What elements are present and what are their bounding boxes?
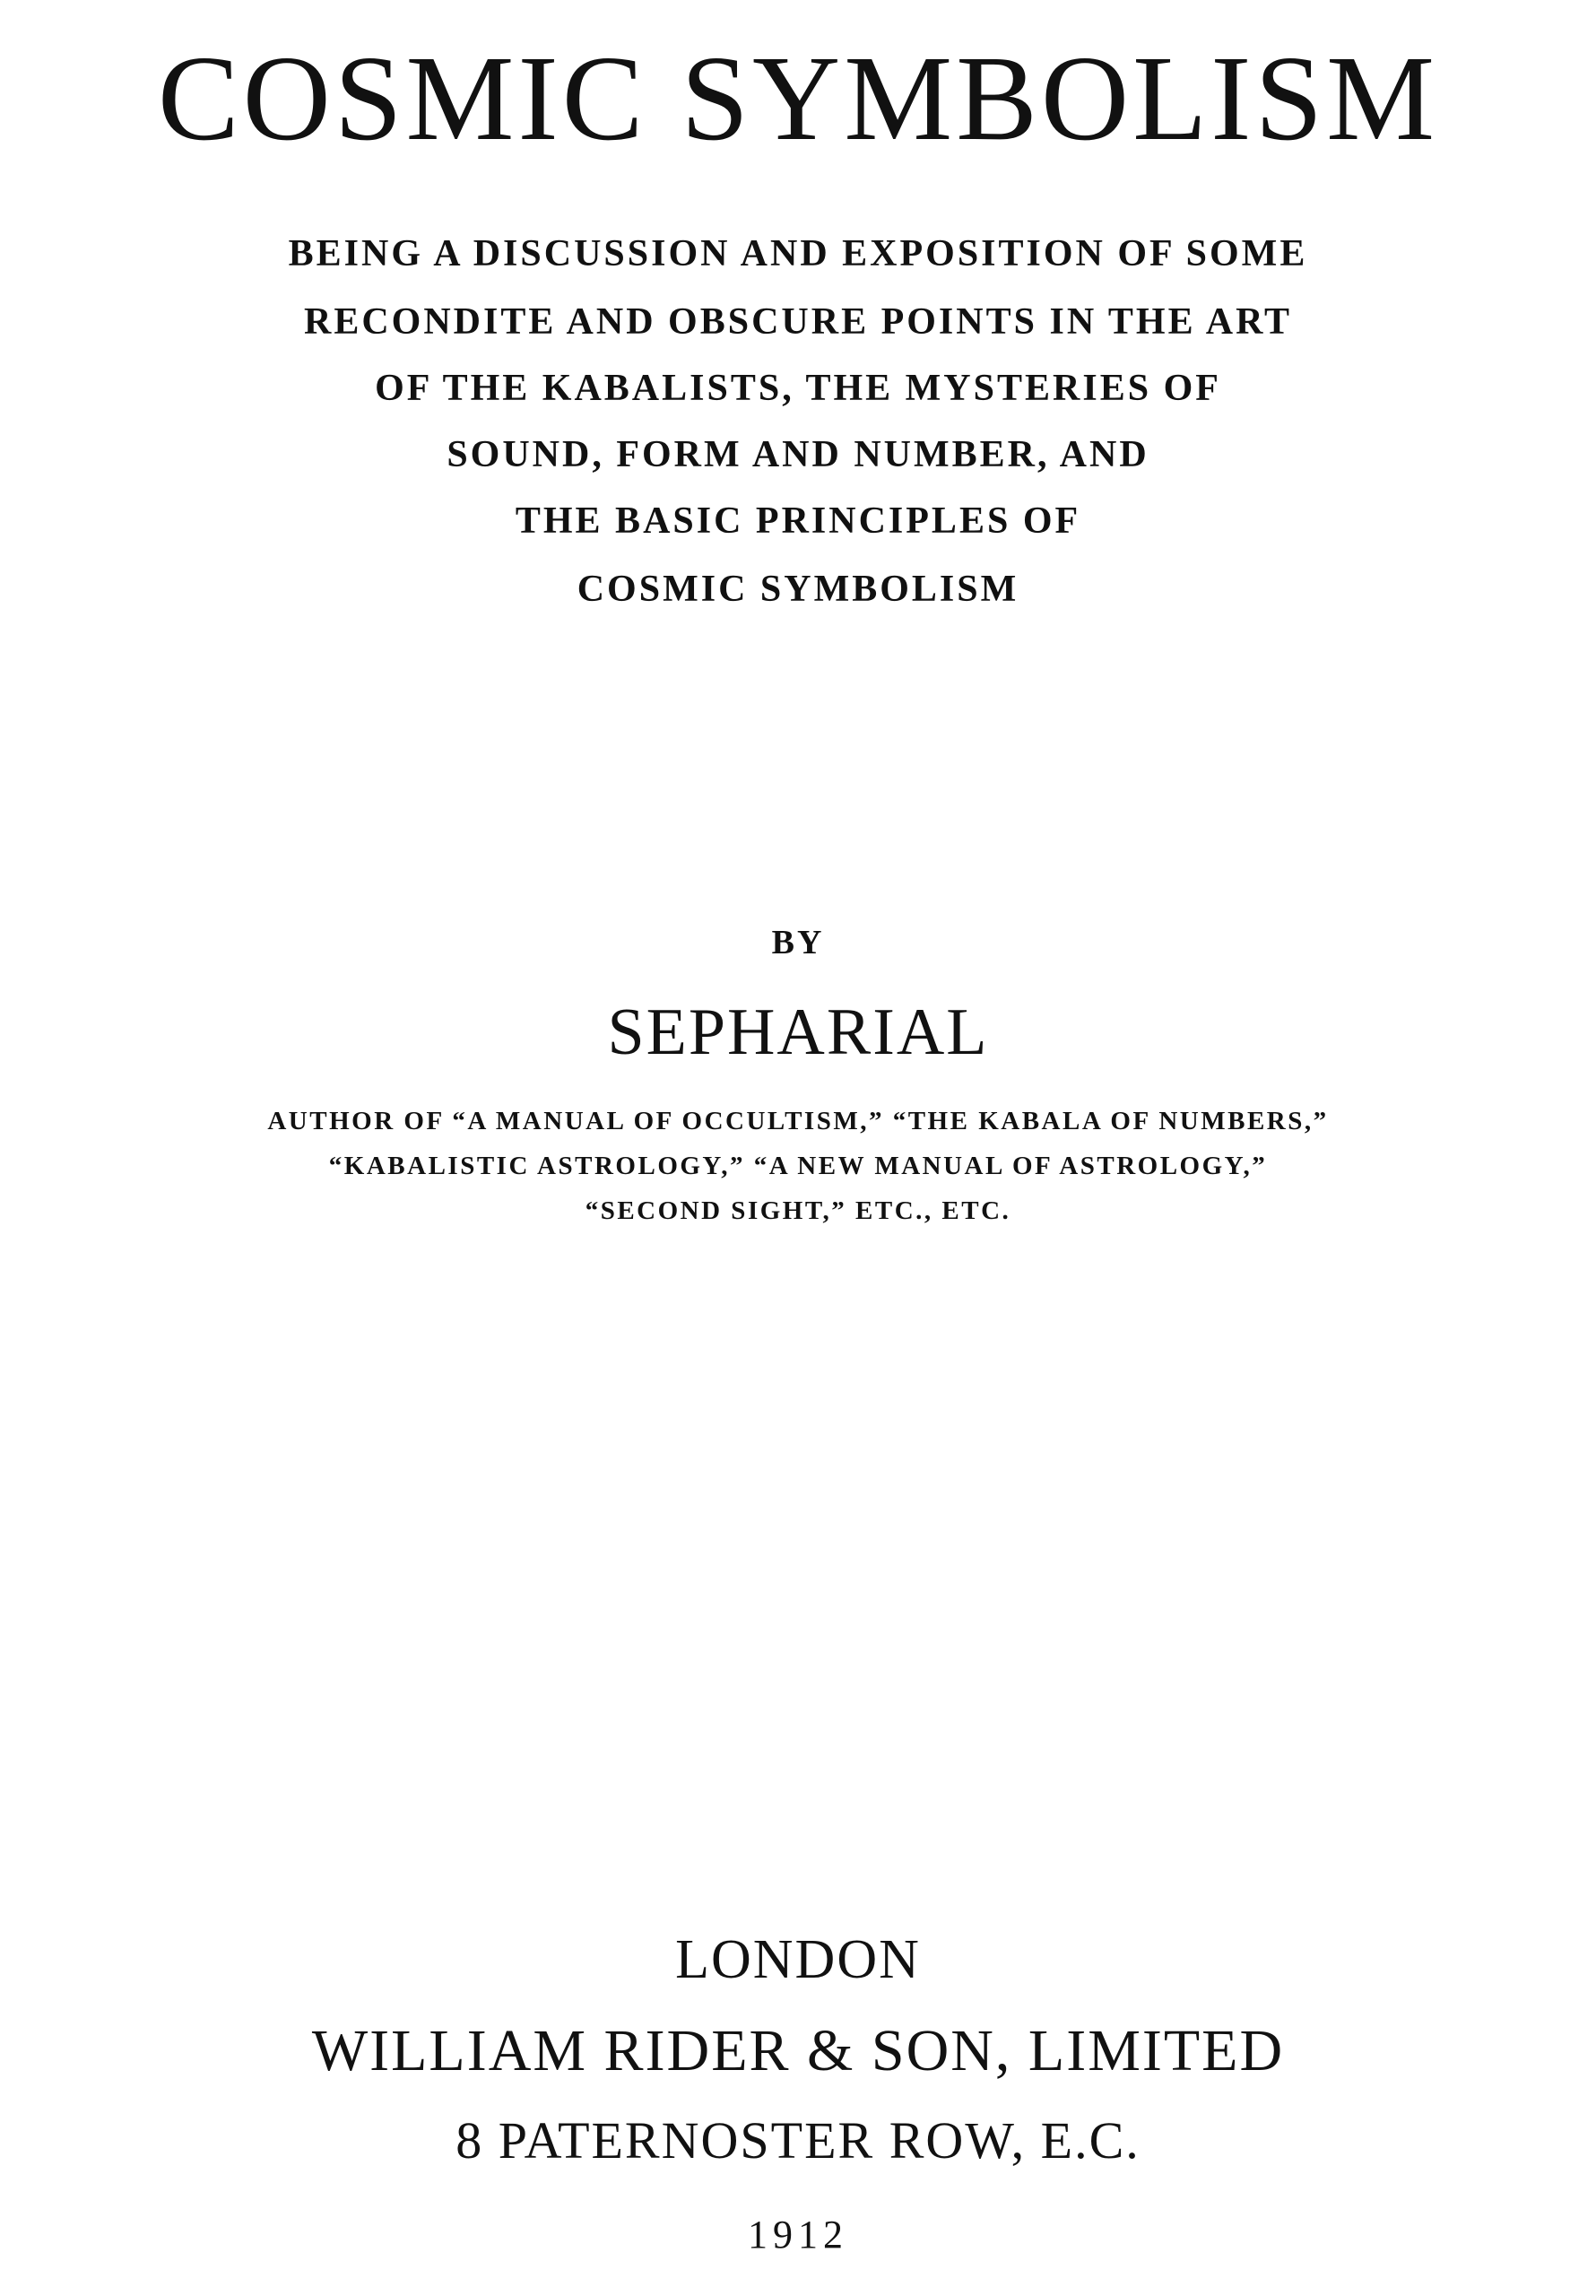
book-title: COSMIC SYMBOLISM xyxy=(157,31,1439,166)
author-works-line: AUTHOR OF “A MANUAL OF OCCULTISM,” “THE KABALA OF NUMBERS,” xyxy=(267,1107,1329,1135)
author-works-line: “SECOND SIGHT,” ETC., ETC. xyxy=(585,1196,1011,1225)
subtitle-line: BEING A DISCUSSION AND EXPOSITION OF SOME xyxy=(288,233,1308,274)
imprint-city: LONDON xyxy=(675,1929,921,1990)
author-works-line: “KABALISTIC ASTROLOGY,” “A NEW MANUAL OF ASTROLOGY,” xyxy=(328,1152,1268,1180)
subtitle-line: THE BASIC PRINCIPLES OF xyxy=(515,500,1081,542)
subtitle-line: SOUND, FORM AND NUMBER, AND xyxy=(447,434,1149,475)
imprint-address: 8 PATERNOSTER ROW, E.C. xyxy=(455,2111,1141,2170)
by-label: BY xyxy=(771,924,825,961)
imprint-year: 1912 xyxy=(748,2213,848,2257)
subtitle-line: RECONDITE AND OBSCURE POINTS IN THE ART xyxy=(304,301,1292,343)
author-name: SEPHARIAL xyxy=(607,996,989,1069)
subtitle-line: COSMIC SYMBOLISM xyxy=(577,569,1019,610)
imprint-publisher: WILLIAM RIDER & SON, LIMITED xyxy=(311,2018,1285,2083)
subtitle-line: OF THE KABALISTS, THE MYSTERIES OF xyxy=(375,368,1221,409)
